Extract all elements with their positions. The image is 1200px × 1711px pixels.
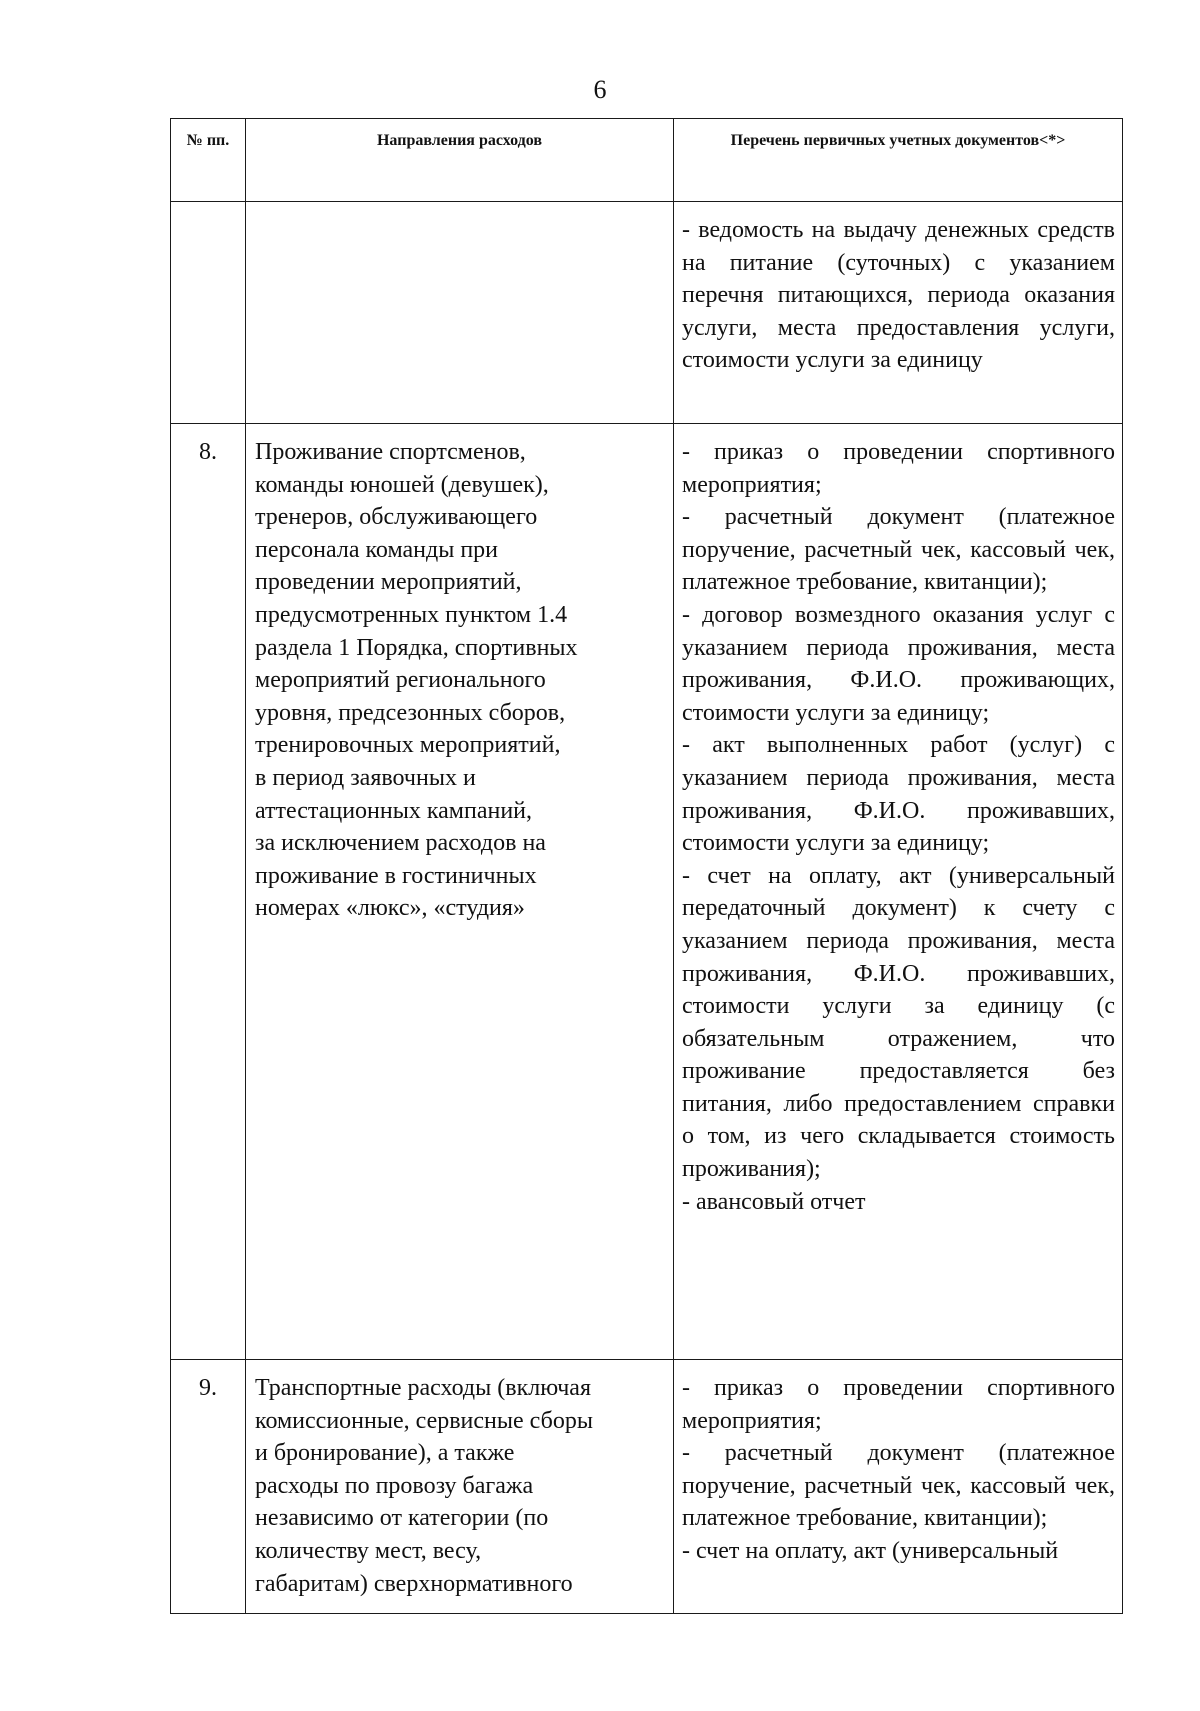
direction-line: команды юношей (девушек), <box>255 471 549 498</box>
document-item: - авансовый отчет <box>682 1188 866 1215</box>
row-documents <box>674 1360 1123 1614</box>
document-item: - приказ о проведении спортивного мероприятия; <box>682 1375 1115 1434</box>
direction-line: тренеров, обслуживающего <box>255 504 538 531</box>
document-item: - счет на оплату, акт (универсальный передаточный документ) к счету с указанием периода проживания, места проживания, Ф.И.О. проживавших, стоимости услуги за единицу (с обязательным отражением, что проживание предоставляется без питания, либо предоставлением справки о том, из чего складывается стоимость проживания); <box>682 862 1115 1183</box>
direction-line: аттестационных кампаний, <box>255 797 533 824</box>
direction-line: раздела 1 Порядка, спортивных <box>255 634 578 661</box>
direction-line: количеству мест, весу, <box>255 1537 482 1564</box>
table-row <box>171 424 1123 1360</box>
row-number: 9. <box>171 1360 246 1614</box>
direction-line: уровня, предсезонных сборов, <box>255 699 566 726</box>
table-row <box>171 1360 1123 1614</box>
document-item: - акт выполненных работ (услуг) с указанием периода проживания, места проживания, Ф.И.О. проживавших, стоимости услуги за единицу; <box>682 732 1115 857</box>
direction-line: проживание в гостиничных <box>255 862 537 889</box>
direction-line: мероприятий регионального <box>255 667 546 694</box>
document-item: - расчетный документ (платежное поручение, расчетный чек, кассовый чек, платежное требование, квитанции); <box>682 504 1115 596</box>
direction-line: расходы по провозу багажа <box>255 1472 534 1499</box>
document-item: - расчетный документ (платежное поручение, расчетный чек, кассовый чек, платежное требование, квитанции); <box>682 1440 1115 1532</box>
direction-line: предусмотренных пунктом 1.4 <box>255 601 568 628</box>
direction-line: Транспортные расходы (включая <box>255 1375 591 1401</box>
row-number <box>171 202 246 424</box>
header-number: № пп. <box>171 119 246 202</box>
expenses-documents-table <box>170 118 1123 1614</box>
direction-line: независимо от категории (по <box>255 1505 549 1532</box>
direction-line: и бронирование), а также <box>255 1440 515 1467</box>
direction-line: за исключением расходов на <box>255 830 546 857</box>
header-direction: Направления расходов <box>246 119 674 202</box>
document-item: - приказ о проведении спортивного мероприятия; <box>682 439 1115 498</box>
direction-line: проведении мероприятий, <box>255 569 522 596</box>
row-direction <box>246 424 674 1360</box>
page-number: 6 <box>593 75 607 104</box>
document-item: - договор возмездного оказания услуг с указанием периода проживания, места проживания, Ф.И.О. проживающих, стоимости услуги за единицу; <box>682 601 1115 726</box>
table-header-row <box>171 119 1123 202</box>
header-documents: Перечень первичных учетных документов<*> <box>674 119 1123 202</box>
document-item: - ведомость на выдачу денежных средств на питание (суточных) с указанием перечня питающихся, периода оказания услуги, места предоставления услуги, стоимости услуги за единицу <box>682 217 1115 374</box>
row-direction <box>246 202 674 424</box>
direction-line: персонала команды при <box>255 536 499 563</box>
table-row <box>171 202 1123 424</box>
document-item: - счет на оплату, акт (универсальный <box>682 1537 1059 1564</box>
direction-line: в период заявочных и <box>255 764 476 791</box>
direction-line: комиссионные, сервисные сборы <box>255 1407 593 1434</box>
direction-line: тренировочных мероприятий, <box>255 732 561 759</box>
direction-line: номерах «люкс», «студия» <box>255 895 525 922</box>
row-number: 8. <box>171 424 246 1360</box>
row-documents <box>674 424 1123 1360</box>
row-direction <box>246 1360 674 1614</box>
direction-line: габаритам) сверхнормативного <box>255 1570 573 1597</box>
direction-line: Проживание спортсменов, <box>255 439 526 465</box>
row-documents <box>674 202 1123 424</box>
